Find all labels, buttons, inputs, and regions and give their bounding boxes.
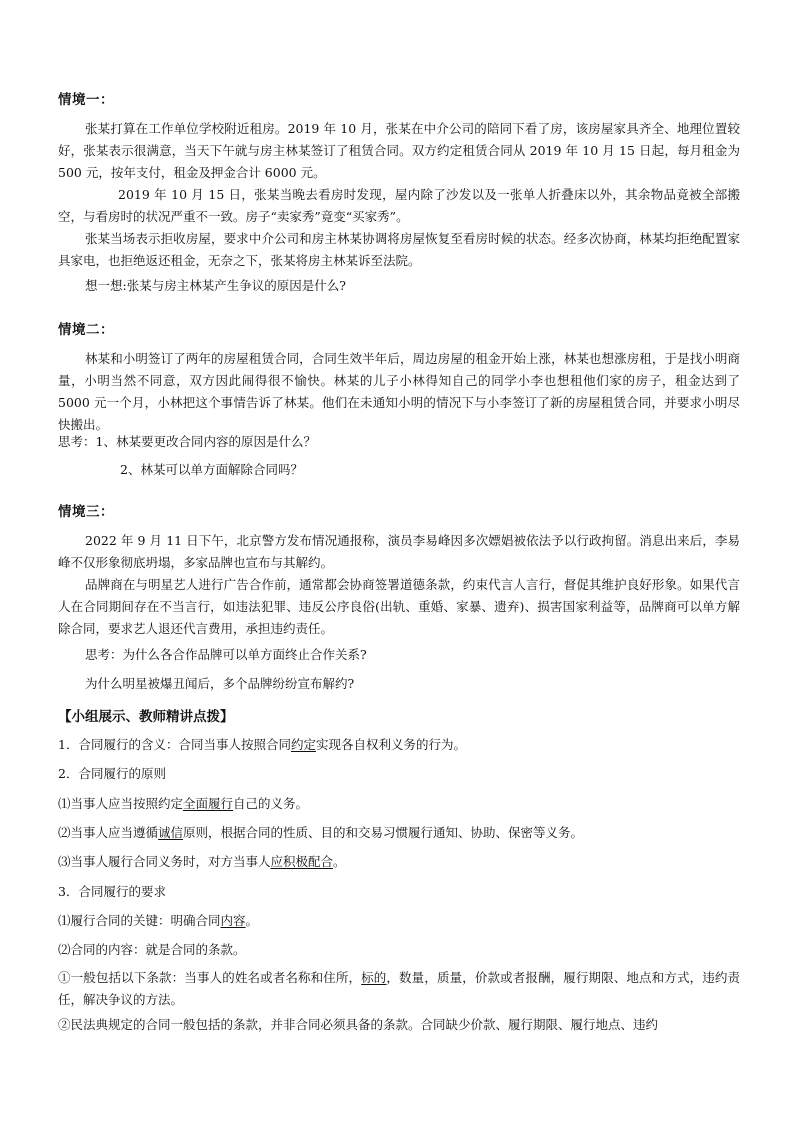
item-2: 2．合同履行的原则 [58,766,166,781]
item-3-1-text: ⑴履行合同的关键：明确合同 [58,913,221,928]
scenario-1-paragraph-3: 张某当场表示拒收房屋，要求中介公司和房主林某协调将房屋恢复至看房时候的状态。经多次协商，林某均拒绝配置家具家电，也拒绝返还租金，无奈之下，张某将房主林某诉至法院。 [58,231,740,268]
item-2-2-text-end: 原则，根据合同的性质、目的和交易习惯履行通知、协助、保密等义务。 [183,825,584,840]
item-circ-1-text-end: ，数量，质量，价款或者报酬，履行期限、地点和方式，违约责任，解决争议的方法。 [58,970,740,1007]
section-heading: 【小组展示、教师精讲点拨】 [58,709,234,725]
scenario-1-heading: 情境一： [58,92,114,108]
scenario-1-paragraph-1: 张某打算在工作单位学校附近租房。2019 年 10 月，张某在中介公司的陪同下看了房，该房屋家具齐全、地理位置较好，张某表示很满意，当天下午就与房主林某签订了租赁合同。双方约定租赁合同从 2019 年 10 月 15 日起，每月租金为 500 元，按年支付，租金及押金合计 6000 元。 [58,121,740,180]
item-2-2-underlined: 诚信 [158,825,184,840]
item-1-text-end: 实现各自权利义务的行为。 [315,737,466,752]
item-3-1-text-end: 。 [245,913,259,928]
scenario-2-question-2: 2、林某可以单方面解除合同吗？ [120,462,303,477]
scenario-3-heading: 情境三： [58,504,114,520]
item-2-1-text: ⑴当事人应当按照约定 [58,796,184,811]
item-circ-1-underlined: 标的 [361,970,387,985]
item-2-1 [58,793,308,815]
scenario-3-paragraph-2: 品牌商在与明星艺人进行广告合作前，通常都会协商签署道德条款，约束代言人言行，督促其维护良好形象。如果代言人在合同期间存在不当言行，如违法犯罪、违反公序良俗(出轨、重婚、家暴、遗弃)、损害国家利益等，品牌商可以单方解除合同，要求艺人退还代言费用，承担违约责任。 [58,577,740,636]
item-2-2 [58,822,583,844]
item-circ-1-text: ①一般包括以下条款：当事人的姓名或者名称和住所， [58,970,362,985]
item-1-underlined: 约定 [290,737,316,752]
item-circ-2: ②民法典规定的合同一般包括的条款，并非合同必须具备的条款。合同缺少价款、履行期限、履行地点、违约 [58,1017,659,1032]
item-2-1-text-end: 自己的义务。 [233,796,309,811]
item-2-3 [58,851,346,873]
item-2-3-text: ⑶当事人履行合同义务时，对方当事人 [58,854,271,869]
item-2-3-text-end: 。 [333,854,346,869]
scenario-3-question-2: 为什么明星被爆丑闻后，多个品牌纷纷宣布解约? [85,676,355,691]
scenario-2-paragraph-1: 林某和小明签订了两年的房屋租赁合同，合同生效半年后，周边房屋的租金开始上涨，林某也想涨房租，于是找小明商量，小明当然不同意，双方因此闹得很不愉快。林某的儿子小林得知自己的同学小李也想租他们家的房子，租金达到了 5000 元一个月，小林把这个事情告诉了林某。他们在未通知小明的情况下与小李签订了新的房屋租赁合同，并要求小明尽快搬出。 [58,351,740,432]
item-3-2: ⑵合同的内容：就是合同的条款。 [58,942,246,957]
scenario-2-heading: 情境二： [58,322,114,338]
item-2-2-text: ⑵当事人应当遵循 [58,825,159,840]
item-circ-1 [58,967,740,1011]
scenario-1-paragraph-2: 2019 年 10 月 15 日，张某当晚去看房时发现，屋内除了沙发以及一张单人折叠床以外，其余物品竟被全部搬空，与看房时的状况严重不一致。房子“卖家秀”竟变“买家秀”。 [58,187,740,224]
item-1 [58,734,466,756]
scenario-2-question-1: 思考：1、林某要更改合同内容的原因是什么？ [58,434,316,449]
scenario-3-question-1: 思考：为什么各合作品牌可以单方面终止合作关系? [85,647,367,662]
item-3: 3．合同履行的要求 [58,884,166,899]
item-2-1-underlined: 全面履行 [183,796,234,811]
item-3-1 [58,910,258,932]
item-3-1-underlined: 内容 [220,913,246,928]
scenario-3-paragraph-1: 2022 年 9 月 11 日下午，北京警方发布情况通报称，演员李易峰因多次嫖娼被依法予以行政拘留。消息出来后，李易峰不仅形象彻底坍塌，多家品牌也宣布与其解约。 [58,533,740,570]
item-1-text: 1．合同履行的含义：合同当事人按照合同 [58,737,291,752]
scenario-1-question: 想一想:张某与房主林某产生争议的原因是什么? [85,278,346,293]
item-2-3-underlined: 应积极配合 [270,854,334,869]
